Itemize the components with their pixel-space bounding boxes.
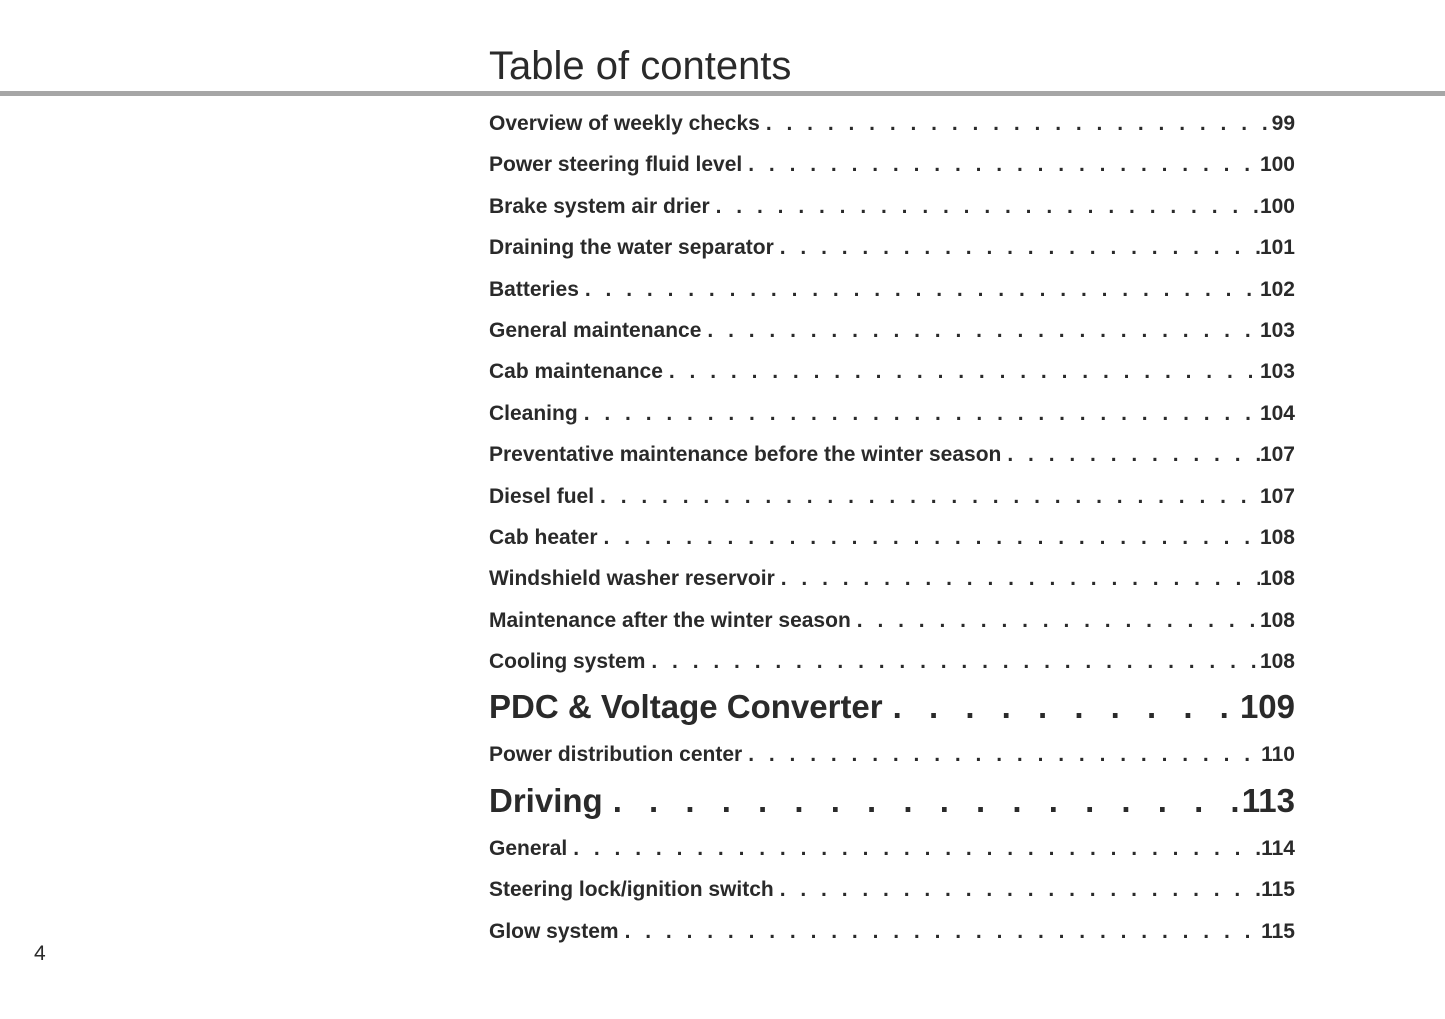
toc-entry[interactable] [489, 833, 1295, 874]
toc-entry[interactable] [489, 605, 1295, 646]
toc-entry-title: Overview of weekly checks [489, 112, 760, 135]
toc-entry[interactable] [489, 739, 1295, 780]
page-title: Table of contents [489, 44, 792, 88]
toc-entry-page: 103 [1259, 318, 1295, 342]
toc-entry-title: Preventative maintenance before the winter season [489, 443, 1002, 467]
toc-entry-title: General [489, 836, 568, 860]
toc-entry[interactable] [489, 315, 1295, 356]
toc-entry-page: 100 [1259, 153, 1295, 177]
dot-leader [594, 481, 1260, 513]
toc-entry[interactable] [489, 874, 1295, 915]
toc-entry-page: 107 [1259, 443, 1295, 467]
toc-entry-page: 107 [1259, 484, 1295, 508]
toc-entry-page: 102 [1259, 277, 1295, 301]
toc-entry-page: 108 [1259, 567, 1295, 591]
toc-section-entry[interactable] [489, 778, 1295, 833]
toc-section-entry[interactable] [489, 684, 1295, 739]
dot-leader [1001, 439, 1260, 471]
toc-section-title: PDC & Voltage Converter [489, 688, 883, 726]
toc-entry-title: Batteries [489, 277, 579, 301]
toc-entry-title: Brake system air drier [489, 194, 710, 218]
dot-leader [851, 605, 1260, 637]
dot-leader [775, 563, 1260, 595]
toc-entry[interactable] [489, 149, 1295, 190]
dot-leader [663, 356, 1260, 388]
toc-entry-page: 101 [1259, 236, 1295, 260]
toc-entry-title: Windshield washer reservoir [489, 567, 775, 591]
toc-entry-title: Diesel fuel [489, 484, 595, 508]
table-of-contents [489, 108, 1295, 957]
toc-entry-page: 103 [1259, 360, 1295, 384]
toc-entry-title: Cab heater [489, 525, 598, 549]
toc-entry[interactable] [489, 398, 1295, 439]
toc-entry[interactable] [489, 232, 1295, 273]
title-divider [0, 91, 1445, 96]
dot-leader [578, 398, 1260, 430]
toc-entry[interactable] [489, 916, 1295, 957]
toc-entry-title: Cab maintenance [489, 360, 663, 384]
dot-leader [567, 833, 1261, 865]
toc-entry-page: 108 [1259, 650, 1295, 674]
toc-section-page: 109 [1239, 688, 1295, 726]
toc-entry-page: 115 [1261, 878, 1295, 902]
toc-entry-page: 108 [1259, 525, 1295, 549]
page-number: 4 [34, 942, 46, 965]
toc-entry[interactable] [489, 563, 1295, 604]
toc-entry-page: 114 [1261, 836, 1295, 860]
dot-leader [710, 191, 1260, 223]
dot-leader [742, 149, 1260, 181]
toc-section-title: Driving [489, 781, 603, 819]
toc-entry[interactable] [489, 274, 1295, 315]
dot-leader [883, 684, 1240, 730]
toc-entry[interactable] [489, 108, 1295, 149]
toc-entry-title: Power steering fluid level [489, 153, 743, 177]
toc-entry-title: Power distribution center [489, 743, 743, 767]
toc-entry[interactable] [489, 522, 1295, 563]
toc-entry-title: Glow system [489, 919, 619, 943]
toc-entry[interactable] [489, 191, 1295, 232]
dot-leader [645, 646, 1260, 678]
toc-entry-title: Cooling system [489, 650, 646, 674]
toc-entry-page: 104 [1259, 401, 1295, 425]
dot-leader [774, 232, 1260, 264]
toc-entry[interactable] [489, 481, 1295, 522]
toc-entry-title: Draining the water separator [489, 236, 774, 260]
dot-leader [598, 522, 1260, 554]
toc-section-page: 113 [1241, 781, 1295, 819]
dot-leader [774, 874, 1261, 906]
toc-entry-page: 99 [1271, 112, 1295, 135]
toc-entry[interactable] [489, 439, 1295, 480]
toc-entry-title: Cleaning [489, 401, 578, 425]
toc-entry-title: Steering lock/ignition switch [489, 878, 774, 902]
toc-entry-page: 108 [1259, 608, 1295, 632]
toc-entry-page: 115 [1261, 919, 1295, 943]
dot-leader [603, 778, 1242, 824]
dot-leader [579, 274, 1260, 306]
toc-entry-page: 110 [1261, 743, 1295, 767]
toc-entry[interactable] [489, 356, 1295, 397]
dot-leader [742, 739, 1261, 771]
dot-leader [701, 315, 1260, 347]
toc-entry-title: Maintenance after the winter season [489, 608, 851, 632]
toc-entry[interactable] [489, 646, 1295, 687]
dot-leader [760, 108, 1272, 140]
toc-entry-page: 100 [1259, 194, 1295, 218]
toc-entry-title: General maintenance [489, 318, 702, 342]
dot-leader [619, 916, 1262, 948]
